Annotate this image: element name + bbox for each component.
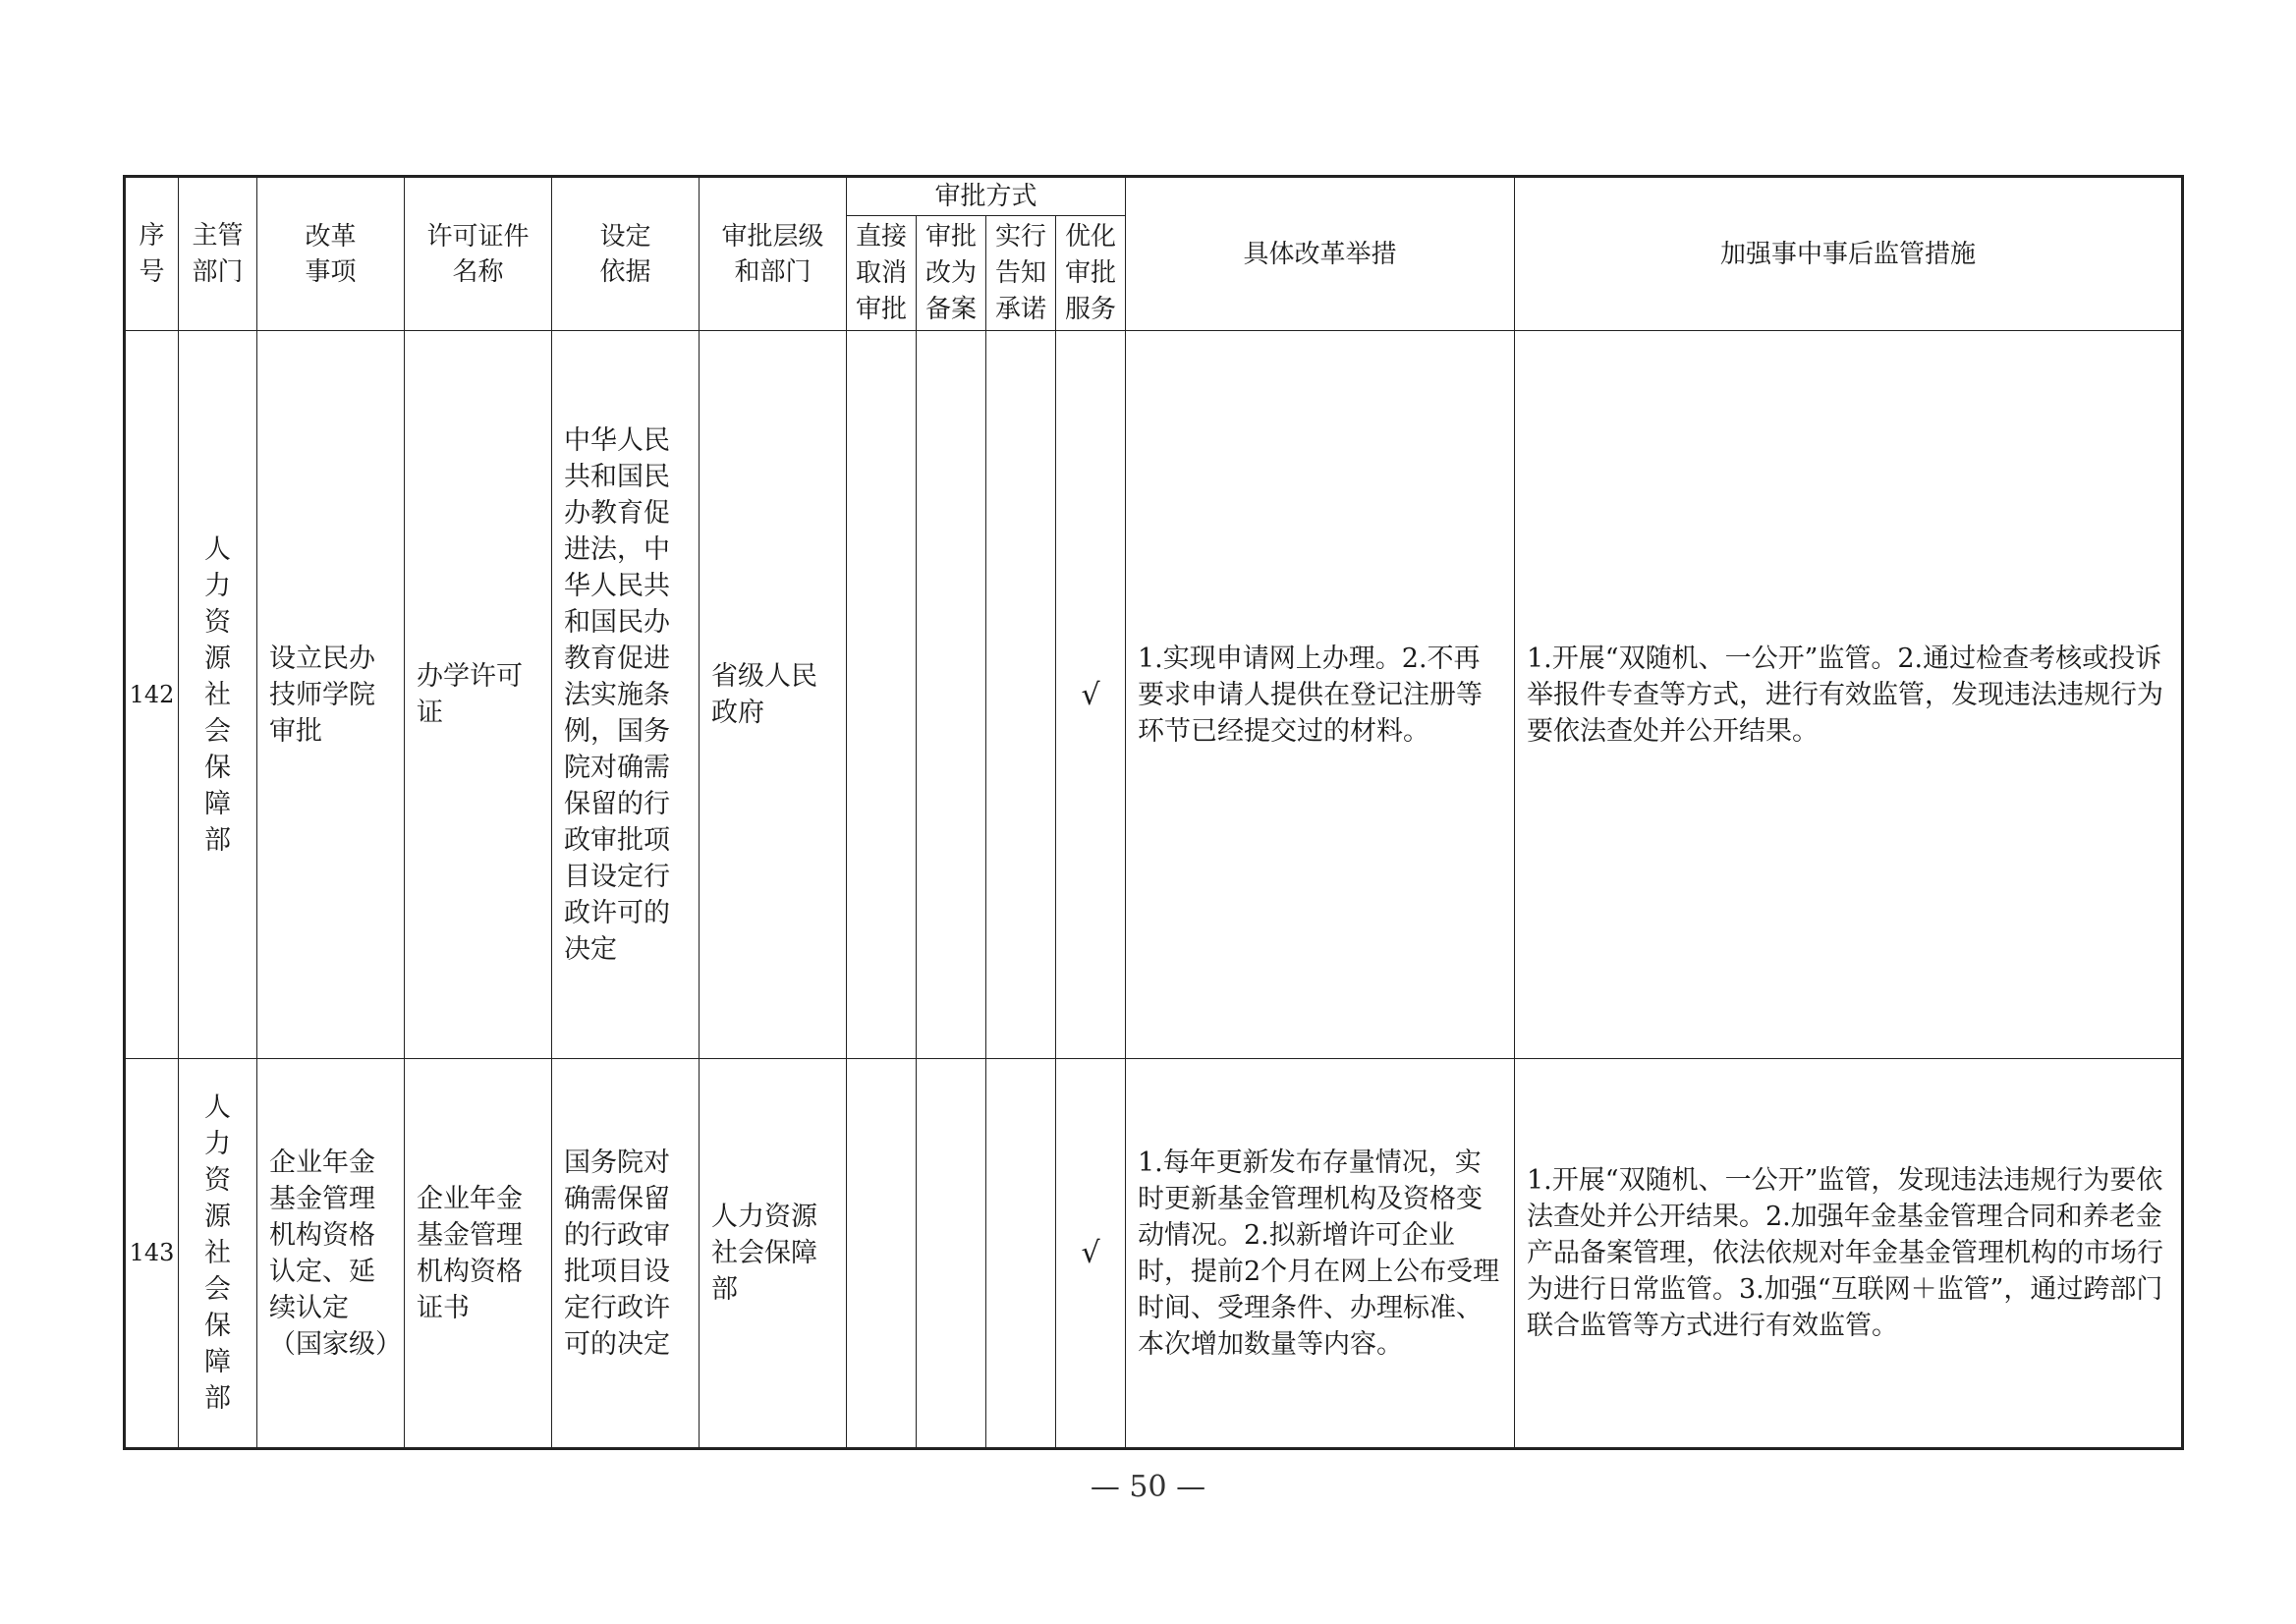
row-method-notify [986,331,1056,1059]
header-item: 改革事项 [257,177,405,331]
header-method-record: 审批改为备案 [917,216,986,331]
row-method-optimize-checkmark: √ [1056,1059,1126,1449]
header-seq: 序号 [125,177,179,331]
page-number: — 50 — [1090,1470,1206,1504]
row-dept: 人力资源社会保障部 [179,331,257,1059]
row-method-record [917,1059,986,1449]
reform-table [123,175,2184,1450]
header-method-optimize: 优化审批服务 [1056,216,1126,331]
row-measures: 1.每年更新发布存量情况，实时更新基金管理机构及资格变动情况。2.拟新增许可企业时，提前2个月在网上公布受理时间、受理条件、办理标准、本次增加数量等内容。 [1126,1059,1515,1449]
header-method-notify: 实行告知承诺 [986,216,1056,331]
header-method-group: 审批方式 [847,177,1126,216]
row-seq: 143 [125,1059,179,1449]
row-dept: 人力资源社会保障部 [179,1059,257,1449]
row-level: 人力资源社会保障部 [700,1059,847,1449]
header-level: 审批层级和部门 [700,177,847,331]
row-item: 设立民办技师学院审批 [257,331,405,1059]
row-level: 省级人民政府 [700,331,847,1059]
row-measures: 1.实现申请网上办理。2.不再要求申请人提供在登记注册等环节已经提交过的材料。 [1126,331,1515,1059]
header-method-cancel: 直接取消审批 [847,216,917,331]
header-supervision: 加强事中事后监管措施 [1515,177,2183,331]
row-license: 企业年金基金管理机构资格证书 [405,1059,552,1449]
row-method-cancel [847,331,917,1059]
row-method-cancel [847,1059,917,1449]
row-supervision: 1.开展“双随机、一公开”监管。2.通过检查考核或投诉举报件专查等方式，进行有效监管，发现违法违规行为要依法查处并公开结果。 [1515,331,2183,1059]
row-basis: 国务院对确需保留的行政审批项目设定行政许可的决定 [552,1059,700,1449]
row-item: 企业年金基金管理机构资格认定、延续认定（国家级） [257,1059,405,1449]
header-measures: 具体改革举措 [1126,177,1515,331]
header-dept: 主管部门 [179,177,257,331]
table-row [125,331,2183,1059]
row-license: 办学许可证 [405,331,552,1059]
row-basis: 中华人民共和国民办教育促进法，中华人民共和国民办教育促进法实施条例，国务院对确需保留的行政审批项目设定行政许可的决定 [552,331,700,1059]
row-method-record [917,331,986,1059]
row-seq: 142 [125,331,179,1059]
header-license: 许可证件名称 [405,177,552,331]
header-basis: 设定依据 [552,177,700,331]
row-method-notify [986,1059,1056,1449]
row-method-optimize-checkmark: √ [1056,331,1126,1059]
row-supervision: 1.开展“双随机、一公开”监管，发现违法违规行为要依法查处并公开结果。2.加强年金基金管理合同和养老金产品备案管理，依法依规对年金基金管理机构的市场行为进行日常监管。3.加强“互联网＋监管”，通过跨部门联合监管等方式进行有效监管。 [1515,1059,2183,1449]
table-row [125,1059,2183,1449]
